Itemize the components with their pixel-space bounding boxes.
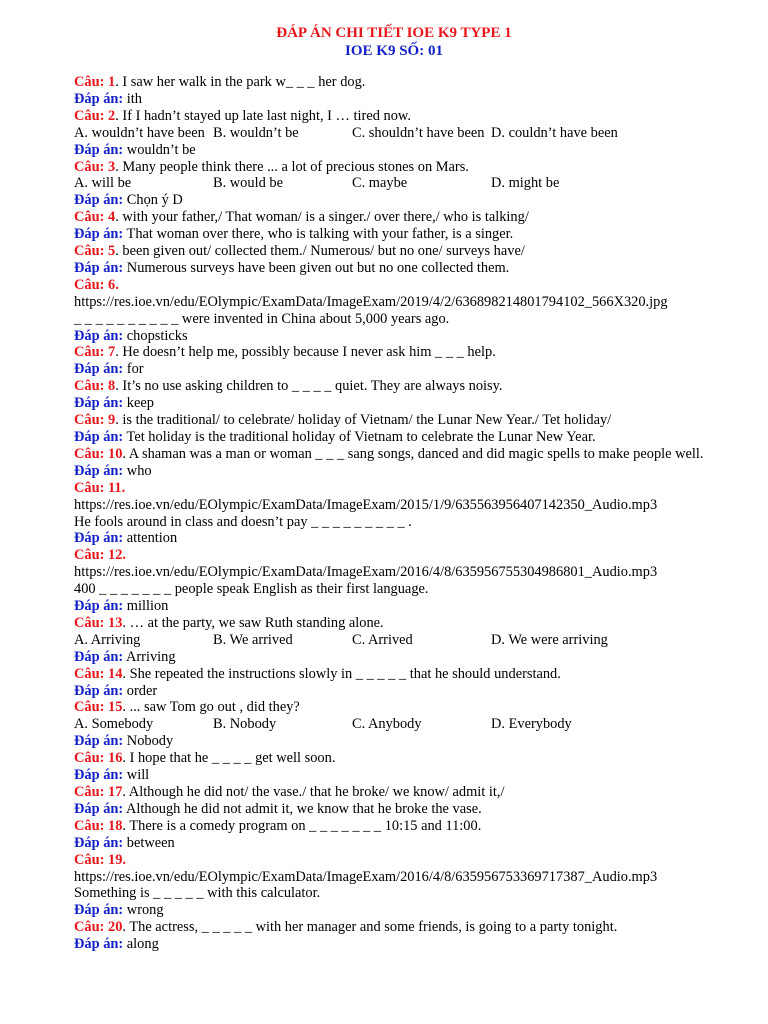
question-text: The actress, _ _ _ _ _ with her manager and some friends, is going to a party tonight. <box>129 919 618 936</box>
question-line: Câu: 10. A shaman was a man or woman _ _ _ sang songs, danced and did magic spells to make people well. <box>74 445 704 462</box>
question-line: Câu: 5. been given out/ collected them./ Numerous/ but no one/ surveys have/ <box>74 243 525 260</box>
question-label <box>74 159 115 175</box>
question-label <box>74 412 115 428</box>
question-line: Câu: 14. She repeated the instructions slowly in _ _ _ _ _ that he should understand. <box>74 665 561 682</box>
question-number: 5 <box>108 243 116 260</box>
answer-line <box>74 395 754 412</box>
question-text: ... saw Tom go out , did they? <box>129 699 300 716</box>
question-label <box>74 344 115 360</box>
answer-line <box>74 767 754 784</box>
question-label <box>74 750 122 766</box>
question-line: Câu: 4. with your father,/ That woman/ is a singer./ over there,/ who is talking/ <box>74 209 529 226</box>
answer-line <box>74 902 754 919</box>
answer-text: million <box>126 598 169 615</box>
question-label-text: Câu: <box>74 699 105 716</box>
answer-label: Đáp án: <box>74 682 124 699</box>
question-line <box>74 547 754 564</box>
question-number: 12 <box>108 547 123 564</box>
answer-label: Đáp án: <box>74 462 124 479</box>
question-label-text: Câu: <box>74 665 105 682</box>
question-label-text: Câu: <box>74 378 105 395</box>
question-text: If I hadn’t stayed up late last night, I … tired now. <box>122 107 411 124</box>
option-a: A. Arriving <box>74 631 141 648</box>
answer-text: will <box>126 767 150 784</box>
answer-label: Đáp án: <box>74 530 124 547</box>
answer-label: Đáp án: <box>74 598 124 615</box>
question-label-text: Câu: <box>74 614 105 631</box>
question-line: Câu: 15. ... saw Tom go out , did they? <box>74 699 300 716</box>
answer-text: wrong <box>126 902 164 919</box>
question-label <box>74 209 115 225</box>
options-row <box>74 175 754 192</box>
question-line: Câu: 1. I saw her walk in the park w_ _ _ her dog. <box>74 74 366 90</box>
question-line: Câu: 16. I hope that he _ _ _ _ get well soon. <box>74 750 336 767</box>
question-text: _ _ _ _ _ _ _ _ _ _ were invented in China about 5,000 years ago. <box>74 310 450 327</box>
question-number: 2 <box>108 107 116 124</box>
option-d: D. couldn’t have been <box>491 124 618 141</box>
question-label <box>74 74 115 90</box>
answer-line <box>74 801 754 818</box>
question-text: There is a comedy program on _ _ _ _ _ _ _ 10:15 and 11:00. <box>129 817 482 834</box>
question-number: 14 <box>108 665 123 682</box>
question-line: Câu: 18. There is a comedy program on _ _ _ _ _ _ _ 10:15 and 11:00. <box>74 817 482 834</box>
question-media-url: https://res.ioe.vn/edu/EOlympic/ExamData/ImageExam/2016/4/8/635956753369717387_Audio.mp3 <box>74 868 658 885</box>
answer-line <box>74 683 754 700</box>
question-text: I hope that he _ _ _ _ get well soon. <box>129 750 336 767</box>
document-subtitle: IOE K9 SỐ: 01 <box>345 43 443 59</box>
question-label-text: Câu: <box>74 243 105 260</box>
question-number: 4 <box>108 209 116 226</box>
question-number: 3 <box>108 158 116 175</box>
question-label <box>74 818 122 834</box>
question-text: It’s no use asking children to _ _ _ _ quiet. They are always noisy. <box>122 378 503 395</box>
answer-line <box>74 598 754 615</box>
question-number: 9 <box>108 412 116 429</box>
question-number: 13 <box>108 614 123 631</box>
answer-text: keep <box>126 395 154 412</box>
option-a: A. Somebody <box>74 716 154 733</box>
question-label-text: Câu: <box>74 412 105 429</box>
answer-label: Đáp án: <box>74 361 124 378</box>
question-line: Câu: 13. … at the party, we saw Ruth standing alone. <box>74 614 384 631</box>
question-label-text: Câu: <box>74 547 105 564</box>
answer-line <box>74 361 754 378</box>
question-label-text: Câu: <box>74 479 105 496</box>
answer-label: Đáp án: <box>74 90 124 107</box>
question-list <box>74 74 754 953</box>
option-d: D. We were arriving <box>491 631 608 648</box>
answer-line <box>74 936 754 953</box>
question-label: Câu: 12. <box>74 547 126 564</box>
question-line <box>74 852 754 869</box>
question-line: Câu: 2. If I hadn’t stayed up late last night, I … tired now. <box>74 107 411 124</box>
answer-text: between <box>126 834 175 851</box>
answer-line <box>74 192 754 209</box>
question-line: Câu: 20. The actress, _ _ _ _ _ with her manager and some friends, is going to a party tonight. <box>74 919 618 936</box>
question-line <box>74 277 754 294</box>
question-text: A shaman was a man or woman _ _ _ sang songs, danced and did magic spells to make people well. <box>128 445 704 462</box>
question-text: Many people think there ... a lot of precious stones on Mars. <box>122 158 469 175</box>
question-label <box>74 243 115 259</box>
question-media-url: https://res.ioe.vn/edu/EOlympic/ExamData/ImageExam/2016/4/8/635956755304986801_Audio.mp3 <box>74 564 658 581</box>
question-label-text: Câu: <box>74 74 105 90</box>
question-label: Câu: 19. <box>74 851 126 868</box>
option-b: B. would be <box>213 175 283 192</box>
answer-line <box>74 463 754 480</box>
answer-label: Đáp án: <box>74 395 124 412</box>
question-text: He doesn’t help me, possibly because I never ask him _ _ _ help. <box>122 344 496 361</box>
options-row <box>74 716 754 733</box>
question-text: … at the party, we saw Ruth standing alone. <box>129 614 384 631</box>
options-row <box>74 125 754 142</box>
question-label-text: Câu: <box>74 919 105 936</box>
question-text: Although he did not/ the vase./ that he broke/ we know/ admit it,/ <box>128 784 505 800</box>
question-label <box>74 615 122 631</box>
question-text: She repeated the instructions slowly in _ _ _ _ _ that he should understand. <box>129 665 561 682</box>
answer-text: for <box>126 361 144 378</box>
answer-line <box>74 260 754 277</box>
option-c: C. Arrived <box>352 631 413 648</box>
question-line: Câu: 17. Although he did not/ the vase./ that he broke/ we know/ admit it,/ <box>74 784 505 800</box>
question-number: 15 <box>108 699 123 716</box>
answer-label: Đáp án: <box>74 936 124 953</box>
question-label <box>74 446 122 462</box>
answer-line <box>74 142 754 159</box>
question-media-url: https://res.ioe.vn/edu/EOlympic/ExamData/ImageExam/2015/1/9/635563956407142350_Audio.mp3 <box>74 496 658 513</box>
answer-line <box>74 328 754 345</box>
answer-text: wouldn’t be <box>126 141 196 158</box>
question-label <box>74 919 122 935</box>
question-label-text: Câu: <box>74 344 105 361</box>
answer-line <box>74 835 754 852</box>
question-label-text: Câu: <box>74 158 105 175</box>
question-label <box>74 666 122 682</box>
question-label-text: Câu: <box>74 784 105 800</box>
answer-line <box>74 733 754 750</box>
question-label-text: Câu: <box>74 750 105 767</box>
question-line: Câu: 3. Many people think there ... a lot of precious stones on Mars. <box>74 158 469 175</box>
answer-label: Đáp án: <box>74 733 124 750</box>
option-d: D. Everybody <box>491 716 572 733</box>
question-text: I saw her walk in the park w_ _ _ her dog. <box>122 74 366 90</box>
question-text: 400 _ _ _ _ _ _ _ people speak English as their first language. <box>74 581 429 598</box>
option-c: C. maybe <box>352 175 408 192</box>
answer-text: Numerous surveys have been given out but no one collected them. <box>126 259 510 276</box>
answer-text: attention <box>126 530 178 547</box>
question-media-url: https://res.ioe.vn/edu/EOlympic/ExamData/ImageExam/2019/4/2/636898214801794102_566X320.jpg <box>74 293 668 310</box>
option-c: C. Anybody <box>352 716 422 733</box>
answer-text: Chọn ý D <box>126 192 183 209</box>
answer-label: Đáp án: <box>74 834 124 851</box>
option-d: D. might be <box>491 175 560 192</box>
question-label-text: Câu: <box>74 851 105 868</box>
answer-text: Arriving <box>126 648 176 665</box>
option-c: C. shouldn’t have been <box>352 124 485 141</box>
question-number: 20 <box>108 919 123 936</box>
question-number: 8 <box>108 378 116 395</box>
question-text: been given out/ collected them./ Numerous/ but no one/ surveys have/ <box>122 243 525 260</box>
answer-line <box>74 429 754 446</box>
question-line: Câu: 8. It’s no use asking children to _ _ _ _ quiet. They are always noisy. <box>74 378 503 395</box>
question-number: 1 <box>108 74 116 90</box>
answer-line <box>74 649 754 666</box>
answer-text: That woman over there, who is talking with your father, is a singer. <box>126 226 514 243</box>
option-b: B. Nobody <box>213 716 277 733</box>
option-b: B. We arrived <box>213 631 293 648</box>
question-text: with your father,/ That woman/ is a singer./ over there,/ who is talking/ <box>122 209 529 226</box>
question-text: Something is _ _ _ _ _ with this calculator. <box>74 885 321 902</box>
answer-text: Although he did not admit it, we know that he broke the vase. <box>126 800 482 817</box>
answer-label: Đáp án: <box>74 141 124 158</box>
question-label: Câu: 6. <box>74 276 119 293</box>
question-line <box>74 480 754 497</box>
question-line: Câu: 7. He doesn’t help me, possibly because I never ask him _ _ _ help. <box>74 344 496 361</box>
answer-label: Đáp án: <box>74 902 124 919</box>
question-text: is the traditional/ to celebrate/ holiday of Vietnam/ the Lunar New Year./ Tet holiday/ <box>122 412 612 429</box>
answer-text: order <box>126 682 158 699</box>
question-number: 11 <box>108 479 122 496</box>
answer-text: Nobody <box>126 733 174 750</box>
question-label-text: Câu: <box>74 107 105 124</box>
question-number: 7 <box>108 344 116 361</box>
option-a: A. wouldn’t have been <box>74 124 205 141</box>
answer-label: Đáp án: <box>74 800 124 817</box>
answer-label: Đáp án: <box>74 327 124 344</box>
answer-label: Đáp án: <box>74 429 124 445</box>
question-number: 17 <box>108 784 123 800</box>
options-row <box>74 632 754 649</box>
answer-text: chopsticks <box>126 327 188 344</box>
question-number: 6 <box>108 276 116 293</box>
answer-text: along <box>126 936 159 953</box>
question-label-text: Câu: <box>74 817 105 834</box>
question-number: 10 <box>108 445 123 462</box>
question-line: Câu: 9. is the traditional/ to celebrate/ holiday of Vietnam/ the Lunar New Year./ Tet holiday/ <box>74 412 612 429</box>
question-text: He fools around in class and doesn’t pay _ _ _ _ _ _ _ _ _ . <box>74 513 412 530</box>
question-label <box>74 378 115 394</box>
answer-label: Đáp án: <box>74 648 124 665</box>
answer-text: ith <box>126 90 142 107</box>
question-label: Câu: 11. <box>74 479 126 496</box>
answer-line <box>74 91 754 108</box>
question-number: 18 <box>108 817 123 834</box>
option-a: A. will be <box>74 175 132 192</box>
question-label <box>74 108 115 124</box>
answer-line <box>74 226 754 243</box>
question-label <box>74 784 122 800</box>
document-title: ĐÁP ÁN CHI TIẾT IOE K9 TYPE 1 <box>276 25 512 41</box>
option-b: B. wouldn’t be <box>213 124 299 141</box>
answer-text: who <box>126 462 152 479</box>
question-label-text: Câu: <box>74 276 105 293</box>
question-label-text: Câu: <box>74 209 105 226</box>
answer-label: Đáp án: <box>74 226 124 243</box>
answer-label: Đáp án: <box>74 192 124 209</box>
question-label <box>74 699 122 715</box>
answer-label: Đáp án: <box>74 767 124 784</box>
question-label-text: Câu: <box>74 445 105 462</box>
question-number: 16 <box>108 750 123 767</box>
answer-text: Tet holiday is the traditional holiday of Vietnam to celebrate the Lunar New Year. <box>126 429 596 445</box>
question-number: 19 <box>108 851 123 868</box>
answer-line <box>74 530 754 547</box>
answer-label: Đáp án: <box>74 259 124 276</box>
